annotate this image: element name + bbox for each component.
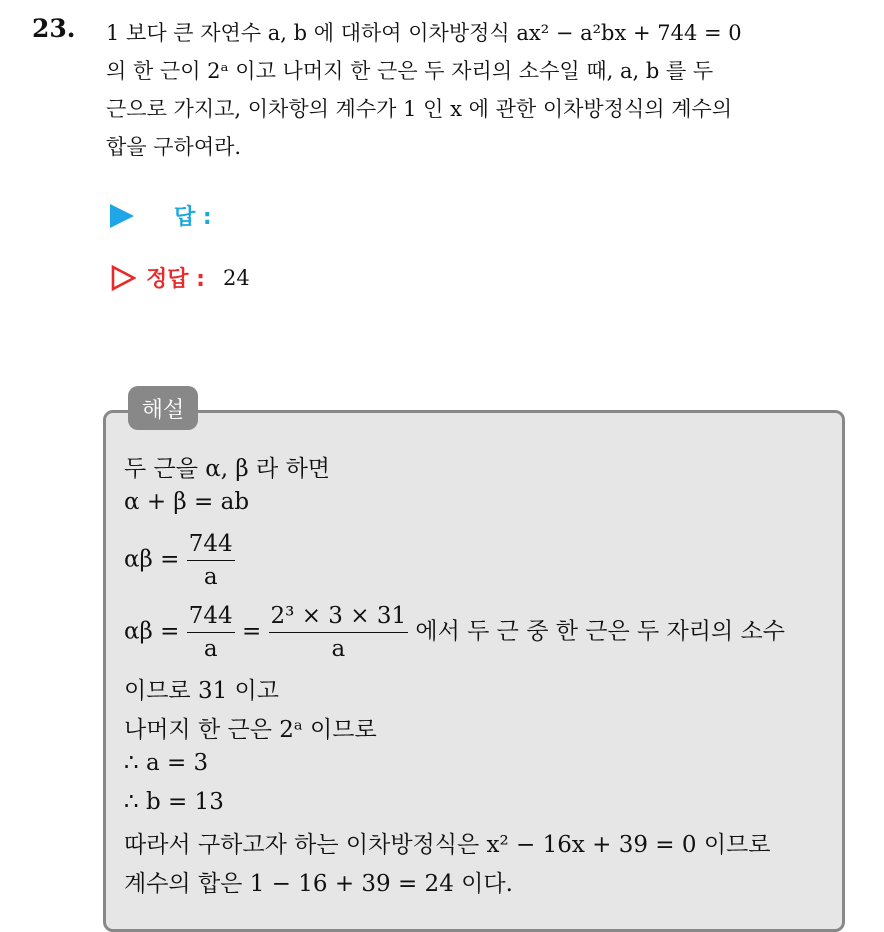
- alpha-beta-lhs: αβ =: [124, 546, 180, 573]
- solution-line-3: [124, 528, 235, 593]
- answer-input-row[interactable]: [110, 200, 212, 231]
- fraction-factorization: [269, 600, 409, 665]
- correct-answer-label: 정답 :: [146, 267, 205, 292]
- equals-sign: =: [241, 618, 262, 645]
- solution-line-8: ∴ b = 13: [124, 789, 224, 815]
- play-filled-icon: [110, 204, 134, 228]
- question-line-2: 의 한 근이 2ᵃ 이고 나머지 한 근은 두 자리의 소수일 때, a, b 를 두: [106, 59, 714, 83]
- fraction-numerator: 744: [187, 528, 235, 561]
- answer-label: 답 :: [174, 205, 212, 230]
- play-outline-icon: [110, 265, 136, 291]
- fraction-denominator: a: [203, 564, 218, 590]
- solution-line-4: [124, 600, 785, 665]
- fraction-numerator: 2³ × 3 × 31: [269, 600, 409, 633]
- fraction-numerator: 744: [187, 600, 235, 633]
- question-line-4: 합을 구하여라.: [106, 135, 242, 159]
- question-number: 23.: [32, 14, 76, 43]
- solution-tag: 해설: [128, 386, 198, 430]
- solution-line-2: α + β = ab: [124, 489, 250, 515]
- solution-line-6: 나머지 한 근은 2ᵃ 이므로: [124, 717, 377, 743]
- question-line-3: 근으로 가지고, 이차항의 계수가 1 인 x 에 관한 이차방정식의 계수의: [106, 97, 733, 121]
- solution-line-7: ∴ a = 3: [124, 750, 209, 776]
- fraction-744-over-a: [187, 528, 235, 593]
- correct-answer-value: 24: [222, 265, 250, 290]
- question-text: [106, 14, 858, 166]
- solution-line-4-text: 에서 두 근 중 한 근은 두 자리의 소수: [415, 618, 785, 645]
- alpha-beta-lhs-2: αβ =: [124, 618, 180, 645]
- solution-line-9: 따라서 구하고자 하는 이차방정식은 x² − 16x + 39 = 0 이므로: [124, 832, 771, 858]
- solution-line-5: 이므로 31 이고: [124, 678, 279, 704]
- fraction-744-over-a-2: [187, 600, 235, 665]
- fraction-denominator: a: [331, 636, 346, 662]
- solution-line-1: 두 근을 α, β 라 하면: [124, 456, 331, 482]
- solution-line-10: 계수의 합은 1 − 16 + 39 = 24 이다.: [124, 871, 513, 897]
- fraction-denominator: a: [203, 636, 218, 662]
- correct-answer-row: [110, 262, 250, 293]
- question-line-1: 1 보다 큰 자연수 a, b 에 대하여 이차방정식 ax² − a²bx + 744 = 0: [106, 21, 742, 45]
